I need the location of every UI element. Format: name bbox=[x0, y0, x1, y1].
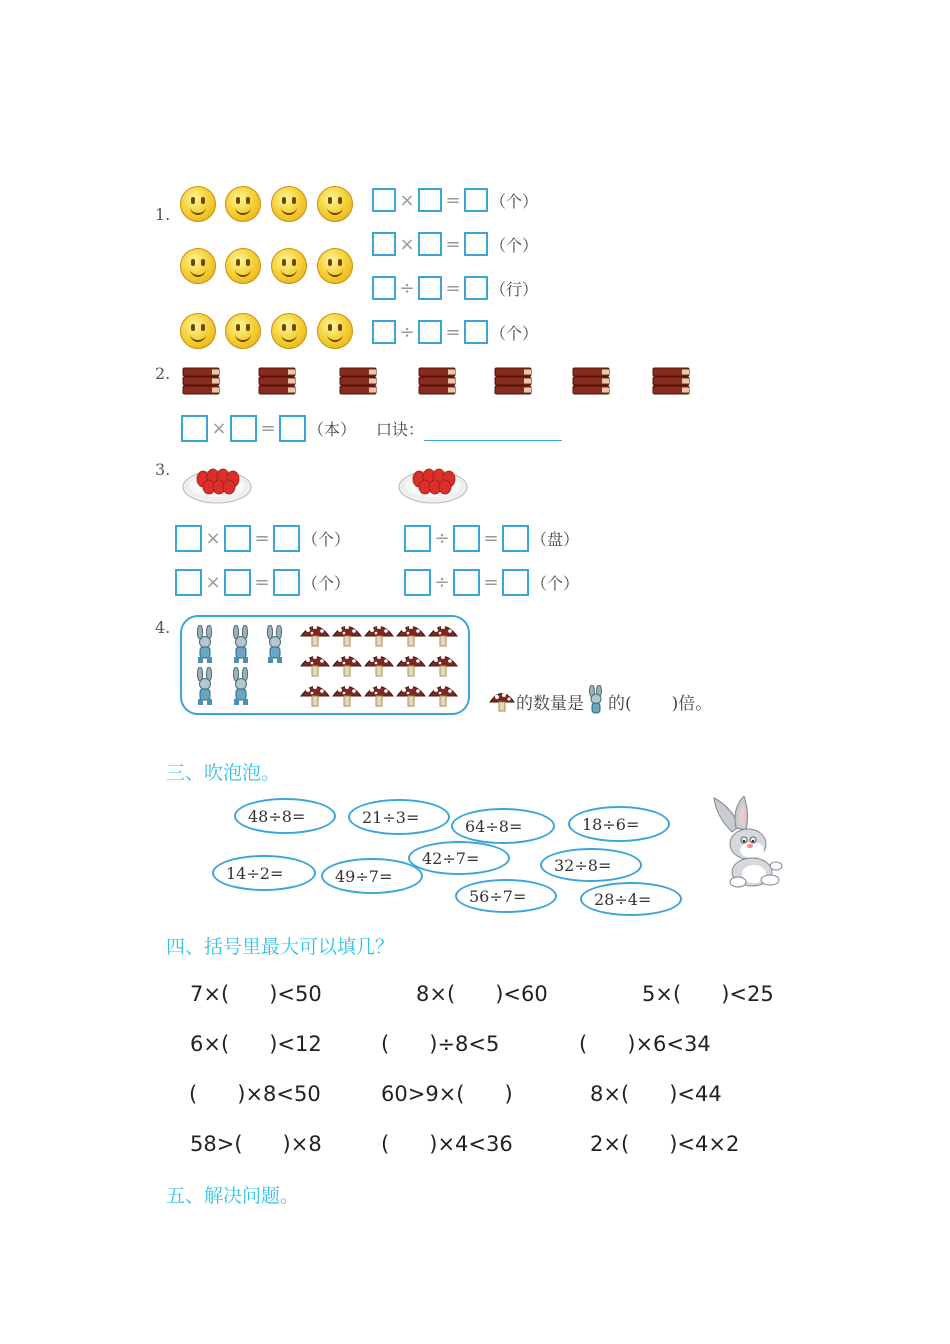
unit-label: （个） bbox=[490, 235, 539, 255]
bubble[interactable]: 21÷3= bbox=[348, 799, 450, 835]
question-2-equation bbox=[181, 414, 562, 442]
rabbit-group bbox=[192, 625, 292, 709]
equation-row bbox=[372, 186, 538, 214]
operator: × bbox=[205, 571, 221, 593]
answer-box[interactable] bbox=[372, 188, 396, 212]
answer-box[interactable] bbox=[418, 188, 442, 212]
operator: ÷ bbox=[399, 277, 415, 299]
mushroom-icon bbox=[428, 651, 458, 679]
mushroom-icon bbox=[364, 621, 394, 649]
inequality[interactable]: 7×( )<50 bbox=[190, 982, 322, 1006]
mushroom-icon bbox=[428, 621, 458, 649]
answer-box[interactable] bbox=[273, 569, 300, 596]
operator: ÷ bbox=[399, 321, 415, 343]
smiley-face-icon bbox=[317, 248, 353, 284]
equals: = bbox=[445, 189, 461, 211]
bubble[interactable]: 42÷7= bbox=[408, 841, 510, 875]
mushroom-icon bbox=[488, 689, 516, 713]
bubble[interactable]: 48÷8= bbox=[234, 798, 336, 834]
equation-row bbox=[175, 568, 350, 596]
mushroom-icon bbox=[332, 681, 362, 709]
inequality[interactable]: 8×( )<44 bbox=[590, 1082, 722, 1106]
inequality[interactable]: 60>9×( ) bbox=[381, 1082, 513, 1106]
unit-label: （个） bbox=[490, 191, 539, 211]
inequality[interactable]: ( )×4<36 bbox=[381, 1132, 513, 1156]
inequality[interactable]: 2×( )<4×2 bbox=[590, 1132, 740, 1156]
rabbit-icon bbox=[228, 667, 254, 707]
koujue-label: 口诀： bbox=[376, 419, 425, 439]
smiley-face-icon bbox=[180, 186, 216, 222]
equals: = bbox=[254, 571, 270, 593]
answer-box[interactable] bbox=[273, 525, 300, 552]
operator: × bbox=[205, 527, 221, 549]
operator: × bbox=[399, 233, 415, 255]
inequality[interactable]: 6×( )<12 bbox=[190, 1032, 322, 1056]
mushroom-icon bbox=[300, 651, 330, 679]
answer-box[interactable] bbox=[464, 320, 488, 344]
unit-label: （本） bbox=[308, 419, 357, 439]
answer-box[interactable] bbox=[279, 415, 306, 442]
answer-box[interactable] bbox=[224, 569, 251, 596]
sentence-part: )倍。 bbox=[671, 693, 713, 714]
inequality[interactable]: ( )×8<50 bbox=[189, 1082, 321, 1106]
smiley-face-icon bbox=[180, 313, 216, 349]
question-1-number: 1. bbox=[155, 205, 171, 224]
equals: = bbox=[483, 527, 499, 549]
equals: = bbox=[445, 321, 461, 343]
unit-label: （个） bbox=[302, 529, 351, 549]
smiley-face-icon bbox=[271, 248, 307, 284]
sentence-part: 的( bbox=[608, 693, 632, 714]
bunny-illustration bbox=[712, 796, 784, 888]
rabbit-icon bbox=[192, 667, 218, 707]
rabbit-icon bbox=[262, 625, 288, 665]
mushroom-icon bbox=[396, 621, 426, 649]
bubble[interactable]: 56÷7= bbox=[455, 879, 557, 913]
smiley-face-icon bbox=[225, 248, 261, 284]
unit-label: （盘） bbox=[531, 529, 580, 549]
answer-box[interactable] bbox=[418, 276, 442, 300]
answer-box[interactable] bbox=[175, 525, 202, 552]
smiley-face-icon bbox=[317, 186, 353, 222]
operator: ÷ bbox=[434, 527, 450, 549]
answer-box[interactable] bbox=[453, 569, 480, 596]
answer-box[interactable] bbox=[464, 232, 488, 256]
mushroom-icon bbox=[428, 681, 458, 709]
rabbit-icon bbox=[192, 625, 218, 665]
equals: = bbox=[260, 417, 276, 439]
equation-row bbox=[372, 318, 538, 346]
equals: = bbox=[445, 233, 461, 255]
answer-box[interactable] bbox=[502, 569, 529, 596]
answer-box[interactable] bbox=[404, 569, 431, 596]
smiley-face-icon bbox=[317, 313, 353, 349]
book-stack-icon bbox=[652, 364, 692, 396]
answer-box[interactable] bbox=[181, 415, 208, 442]
book-stack-icon bbox=[572, 364, 612, 396]
answer-box[interactable] bbox=[175, 569, 202, 596]
equals: = bbox=[254, 527, 270, 549]
rabbit-icon bbox=[584, 685, 608, 717]
mushroom-icon bbox=[300, 681, 330, 709]
inequality[interactable]: 5×( )<25 bbox=[642, 982, 774, 1006]
answer-box[interactable] bbox=[453, 525, 480, 552]
equation-row bbox=[372, 230, 538, 258]
book-stacks bbox=[180, 364, 700, 404]
equals: = bbox=[445, 277, 461, 299]
question-4-number: 4. bbox=[155, 618, 171, 637]
answer-box[interactable] bbox=[502, 525, 529, 552]
mushroom-icon bbox=[332, 621, 362, 649]
inequality[interactable]: ( )÷8<5 bbox=[381, 1032, 500, 1056]
book-stack-icon bbox=[494, 364, 534, 396]
book-stack-icon bbox=[258, 364, 298, 396]
equation-row bbox=[175, 524, 350, 552]
question-4-sentence bbox=[488, 685, 712, 717]
answer-box[interactable] bbox=[224, 525, 251, 552]
strawberry-plate-image bbox=[397, 459, 469, 505]
koujue-answer-line[interactable] bbox=[424, 416, 562, 441]
bubble[interactable]: 32÷8= bbox=[540, 848, 642, 882]
operator: × bbox=[211, 417, 227, 439]
answer-box[interactable] bbox=[230, 415, 257, 442]
mushroom-icon bbox=[300, 621, 330, 649]
answer-box[interactable] bbox=[464, 188, 488, 212]
question-3-number: 3. bbox=[155, 460, 171, 479]
answer-box[interactable] bbox=[372, 232, 396, 256]
mushroom-icon bbox=[364, 651, 394, 679]
answer-box[interactable] bbox=[404, 525, 431, 552]
sentence-part: 的数量是 bbox=[516, 693, 584, 714]
rabbits-mushrooms-frame bbox=[180, 615, 470, 715]
inequality[interactable]: 8×( )<60 bbox=[416, 982, 548, 1006]
operator: ÷ bbox=[434, 571, 450, 593]
answer-box[interactable] bbox=[418, 320, 442, 344]
mushroom-icon bbox=[396, 651, 426, 679]
smiley-face-icon bbox=[271, 313, 307, 349]
smiley-face-icon bbox=[225, 313, 261, 349]
section-3-title: 三、吹泡泡。 bbox=[166, 762, 281, 784]
operator: × bbox=[399, 189, 415, 211]
mushroom-icon bbox=[364, 681, 394, 709]
answer-box[interactable] bbox=[372, 320, 396, 344]
unit-label: （行） bbox=[490, 279, 539, 299]
bubble[interactable]: 18÷6= bbox=[568, 806, 670, 842]
section-4-title: 四、括号里最大可以填几？ bbox=[166, 936, 395, 958]
equals: = bbox=[483, 571, 499, 593]
question-2-number: 2. bbox=[155, 364, 171, 383]
smiley-face-icon bbox=[180, 248, 216, 284]
answer-box[interactable] bbox=[372, 276, 396, 300]
unit-label: （个） bbox=[490, 323, 539, 343]
strawberry-plate-image bbox=[181, 459, 253, 505]
unit-label: （个） bbox=[302, 573, 351, 593]
bubble[interactable]: 28÷4= bbox=[580, 882, 682, 916]
answer-box[interactable] bbox=[418, 232, 442, 256]
bubble[interactable]: 14÷2= bbox=[212, 855, 316, 891]
equation-row bbox=[404, 524, 579, 552]
smiley-face-icon bbox=[225, 186, 261, 222]
bubble[interactable]: 49÷7= bbox=[321, 858, 423, 894]
inequality[interactable]: ( )×6<34 bbox=[579, 1032, 711, 1056]
rabbit-icon bbox=[228, 625, 254, 665]
mushroom-icon bbox=[396, 681, 426, 709]
smiley-grid bbox=[180, 186, 360, 351]
mushroom-group bbox=[300, 621, 465, 711]
equation-row bbox=[404, 568, 579, 596]
mushroom-icon bbox=[332, 651, 362, 679]
book-stack-icon bbox=[418, 364, 458, 396]
book-stack-icon bbox=[182, 364, 222, 396]
answer-box[interactable] bbox=[464, 276, 488, 300]
section-5-title: 五、解决问题。 bbox=[166, 1185, 300, 1207]
book-stack-icon bbox=[339, 364, 379, 396]
bubble[interactable]: 64÷8= bbox=[451, 808, 555, 844]
smiley-face-icon bbox=[271, 186, 307, 222]
equation-row bbox=[372, 274, 538, 302]
inequality[interactable]: 58>( )×8 bbox=[190, 1132, 322, 1156]
unit-label: （个） bbox=[531, 573, 580, 593]
